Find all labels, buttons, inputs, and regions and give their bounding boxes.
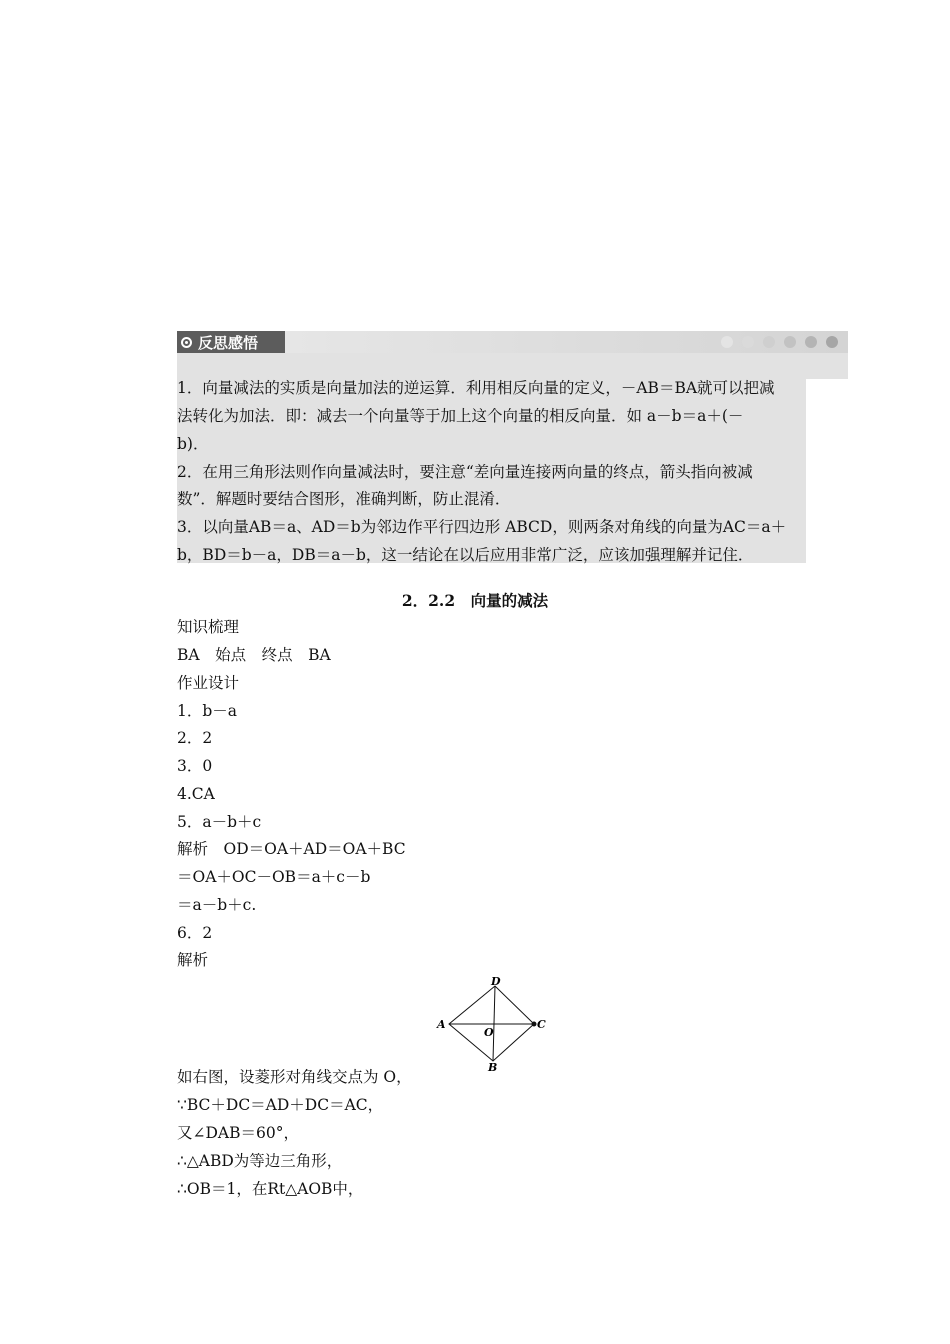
reflection-line-6: 3．以向量AB＝a、AD＝b为邻边作平行四边形 ABCD，则两条对角线的向量为AC＝a＋ — [177, 518, 787, 536]
answer-line: ∴△ABD为等边三角形， — [177, 1152, 343, 1170]
answer-line: 4.CA — [177, 785, 215, 803]
answer-line: ＝OA＋OC－OB＝a＋c－b — [177, 868, 371, 886]
answer-line: ＝a－b＋c. — [177, 896, 257, 914]
point-c-dot — [532, 1022, 537, 1027]
dot-icon — [721, 336, 733, 348]
answer-line: 解析 — [177, 951, 209, 969]
target-circle-icon — [181, 337, 192, 348]
heading-knowledge: 知识梳理 — [177, 618, 240, 636]
answer-line: 2．2 — [177, 729, 213, 747]
reflection-line-5: 数”．解题时要结合图形，准确判断，防止混淆． — [177, 490, 511, 508]
reflection-banner — [177, 331, 848, 379]
dot-icon — [826, 336, 838, 348]
dot-icon — [784, 336, 796, 348]
answer-line: ∴OB＝1，在Rt△AOB中， — [177, 1180, 364, 1198]
label-c: C — [537, 1018, 546, 1031]
dot-icon — [805, 336, 817, 348]
answer-line: 6．2 — [177, 924, 213, 942]
dot-icon — [742, 336, 754, 348]
banner-dots — [721, 336, 838, 348]
label-o: O — [484, 1026, 494, 1039]
banner-tag — [177, 331, 285, 353]
banner-strip — [285, 331, 848, 353]
answer-line: 5．a－b＋c — [177, 813, 262, 831]
section-title: 2．2.2 向量的减法 — [401, 591, 549, 610]
label-b: B — [488, 1061, 498, 1074]
reflection-line-1: 1．向量减法的实质是向量加法的逆运算．利用相反向量的定义，－AB＝BA就可以把减 — [177, 379, 775, 397]
reflection-line-7: b，BD＝b－a，DB＝a－b，这一结论在以后应用非常广泛，应该加强理解并记住． — [177, 546, 754, 564]
answer-line: 1．b－a — [177, 702, 238, 720]
answer-line: 3．0 — [177, 757, 213, 775]
reflection-line-2: 法转化为加法．即：减去一个向量等于加上这个向量的相反向量．如 a－b＝a＋(－ — [177, 407, 744, 425]
label-a: A — [437, 1018, 446, 1031]
reflection-line-4: 2．在用三角形法则作向量减法时，要注意“差向量连接两向量的终点，箭头指向被减 — [177, 463, 753, 481]
answer-line: 解析 OD＝OA＋AD＝OA＋BC — [177, 840, 406, 858]
answer-line: BA 始点 终点 BA — [177, 646, 331, 664]
answer-line: 又∠DAB＝60°， — [177, 1124, 299, 1142]
dot-icon — [763, 336, 775, 348]
answer-line: 如右图，设菱形对角线交点为 O， — [177, 1068, 412, 1086]
reflection-line-3: b)． — [177, 435, 209, 453]
answer-line: ∵BC＋DC＝AD＋DC＝AC， — [177, 1096, 384, 1114]
label-d: D — [491, 975, 501, 988]
banner-label: 反思感悟 — [198, 333, 259, 352]
heading-homework: 作业设计 — [177, 674, 240, 692]
rhombus-figure — [430, 972, 560, 1077]
